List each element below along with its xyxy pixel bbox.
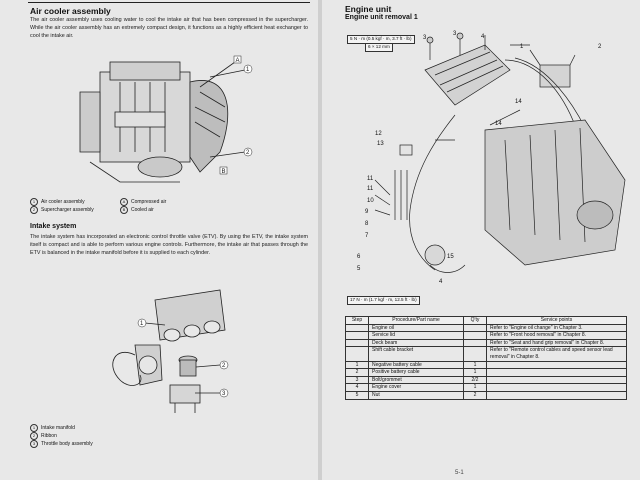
svg-text:6: 6 xyxy=(357,254,361,260)
step-cell: 3 xyxy=(346,376,369,384)
legend-marker: 2 xyxy=(30,206,38,214)
torque-spec-bottom: 17 N · m (1.7 kgf · m, 12.5 ft · lb) xyxy=(347,296,420,305)
qty-cell: 2/2 xyxy=(464,376,487,384)
svg-text:15: 15 xyxy=(447,254,454,260)
legend-item: Intake manifold xyxy=(41,425,75,431)
service-cell xyxy=(487,384,627,392)
torque-spec-top: 5 N · m (0.5 kgf · m, 3.7 ft · lb) xyxy=(347,35,415,44)
left-page xyxy=(0,0,318,480)
svg-text:14: 14 xyxy=(495,121,502,127)
part-cell: Negative battery cable xyxy=(369,361,464,369)
air-cooler-legend xyxy=(30,198,280,214)
table-row xyxy=(346,376,627,384)
section-title-air-cooler: Air cooler assembly xyxy=(30,6,111,16)
service-cell: Refer to "Remote control cables and speed sensor lead removal" in Chapter 8. xyxy=(487,347,627,361)
svg-text:1: 1 xyxy=(520,44,524,50)
part-cell: Deck beam xyxy=(369,339,464,347)
column-header: Step xyxy=(346,317,369,325)
step-cell xyxy=(346,324,369,332)
page-title-engine-unit: Engine unit xyxy=(345,4,392,14)
legend-marker: 1 xyxy=(30,198,38,206)
legend-marker: 3 xyxy=(30,440,38,448)
table-header-row xyxy=(346,317,627,325)
svg-text:3: 3 xyxy=(222,391,226,397)
page-number: 5-1 xyxy=(455,470,464,476)
subtitle-engine-removal: Engine unit removal 1 xyxy=(345,14,418,21)
service-cell xyxy=(487,376,627,384)
legend-marker: B xyxy=(120,206,128,214)
step-cell: 1 xyxy=(346,361,369,369)
part-cell: Engine oil xyxy=(369,324,464,332)
intake-system-illustration xyxy=(100,285,240,420)
svg-text:9: 9 xyxy=(365,209,369,215)
svg-text:2: 2 xyxy=(246,150,250,156)
service-cell: Refer to "Front hood removal" in Chapter 8. xyxy=(487,332,627,340)
column-header: Service points xyxy=(487,317,627,325)
qty-cell: 1 xyxy=(464,361,487,369)
legend-item: Air cooler assembly xyxy=(41,199,85,205)
part-cell: Engine cover xyxy=(369,384,464,392)
legend-item: Cooled air xyxy=(131,207,154,213)
engine-exploded-diagram xyxy=(335,30,635,310)
legend-item: Supercharger assembly xyxy=(41,207,94,213)
svg-text:2: 2 xyxy=(598,44,602,50)
intake-legend xyxy=(30,424,230,448)
part-cell: Bolt/grommet xyxy=(369,376,464,384)
svg-text:14: 14 xyxy=(515,99,522,105)
section-title-intake: Intake system xyxy=(30,223,77,230)
table-row xyxy=(346,391,627,399)
svg-text:A: A xyxy=(235,58,240,64)
svg-text:5: 5 xyxy=(357,266,361,272)
qty-cell xyxy=(464,324,487,332)
step-cell xyxy=(346,347,369,361)
svg-text:12: 12 xyxy=(375,131,382,137)
air-cooler-illustration xyxy=(60,52,260,192)
table-row xyxy=(346,324,627,332)
qty-cell: 1 xyxy=(464,369,487,377)
qty-cell: 2 xyxy=(464,391,487,399)
legend-marker: 2 xyxy=(30,432,38,440)
qty-cell xyxy=(464,339,487,347)
svg-text:1: 1 xyxy=(140,321,144,327)
svg-text:3: 3 xyxy=(453,31,457,37)
svg-text:4: 4 xyxy=(481,34,485,40)
table-row xyxy=(346,339,627,347)
table-row xyxy=(346,347,627,361)
svg-text:11: 11 xyxy=(367,176,374,182)
service-cell: Refer to "Seat and hand grip removal" in Chapter 8. xyxy=(487,339,627,347)
qty-cell: 1 xyxy=(464,384,487,392)
step-cell: 4 xyxy=(346,384,369,392)
table-row xyxy=(346,332,627,340)
legend-marker: 1 xyxy=(30,424,38,432)
removal-steps-table xyxy=(345,316,627,400)
qty-cell xyxy=(464,347,487,361)
column-header: Procedure/Part name xyxy=(369,317,464,325)
svg-text:11: 11 xyxy=(367,186,374,192)
part-cell: Shift cable bracket xyxy=(369,347,464,361)
step-cell: 5 xyxy=(346,391,369,399)
service-cell xyxy=(487,361,627,369)
part-cell: Positive battery cable xyxy=(369,369,464,377)
svg-text:8: 8 xyxy=(365,221,369,227)
svg-text:7: 7 xyxy=(365,233,369,239)
legend-item: Throttle body assembly xyxy=(41,441,93,447)
step-cell xyxy=(346,332,369,340)
legend-item: Compressed air xyxy=(131,199,167,205)
air-cooler-description: The air cooler assembly uses cooling water to cool the intake air that has been compressed in the supercharger. While the air cooler assembly has an extremely compact design, it functions as a highly efficient heat exchanger to cool the intake air. xyxy=(30,17,308,40)
column-header: Q'ty xyxy=(464,317,487,325)
qty-cell xyxy=(464,332,487,340)
svg-text:2: 2 xyxy=(222,363,226,369)
part-cell: Service lid xyxy=(369,332,464,340)
svg-text:3: 3 xyxy=(423,35,427,41)
legend-item: Ribbon xyxy=(41,433,57,439)
svg-text:4: 4 xyxy=(439,279,443,285)
top-rule xyxy=(28,2,310,3)
service-cell: Refer to "Engine oil change" in Chapter 3. xyxy=(487,324,627,332)
part-cell: Nut xyxy=(369,391,464,399)
intake-description: The intake system has incorporated an electronic control throttle valve (ETV). By using the ETV, the intake system itself is compact and is able to perform various engine controls. Furthermore, the intake air that passes through the ETV is balanced in the intake manifold before it is supplied to each cylinder. xyxy=(30,234,308,257)
svg-text:B: B xyxy=(221,169,226,175)
step-cell: 2 xyxy=(346,369,369,377)
service-cell xyxy=(487,391,627,399)
bolt-size: 6 × 12 mm xyxy=(365,43,393,52)
table-row xyxy=(346,384,627,392)
table-row xyxy=(346,361,627,369)
svg-text:13: 13 xyxy=(377,141,384,147)
svg-text:1: 1 xyxy=(246,67,250,73)
legend-marker: A xyxy=(120,198,128,206)
step-cell xyxy=(346,339,369,347)
table-row xyxy=(346,369,627,377)
service-cell xyxy=(487,369,627,377)
svg-text:10: 10 xyxy=(367,198,374,204)
